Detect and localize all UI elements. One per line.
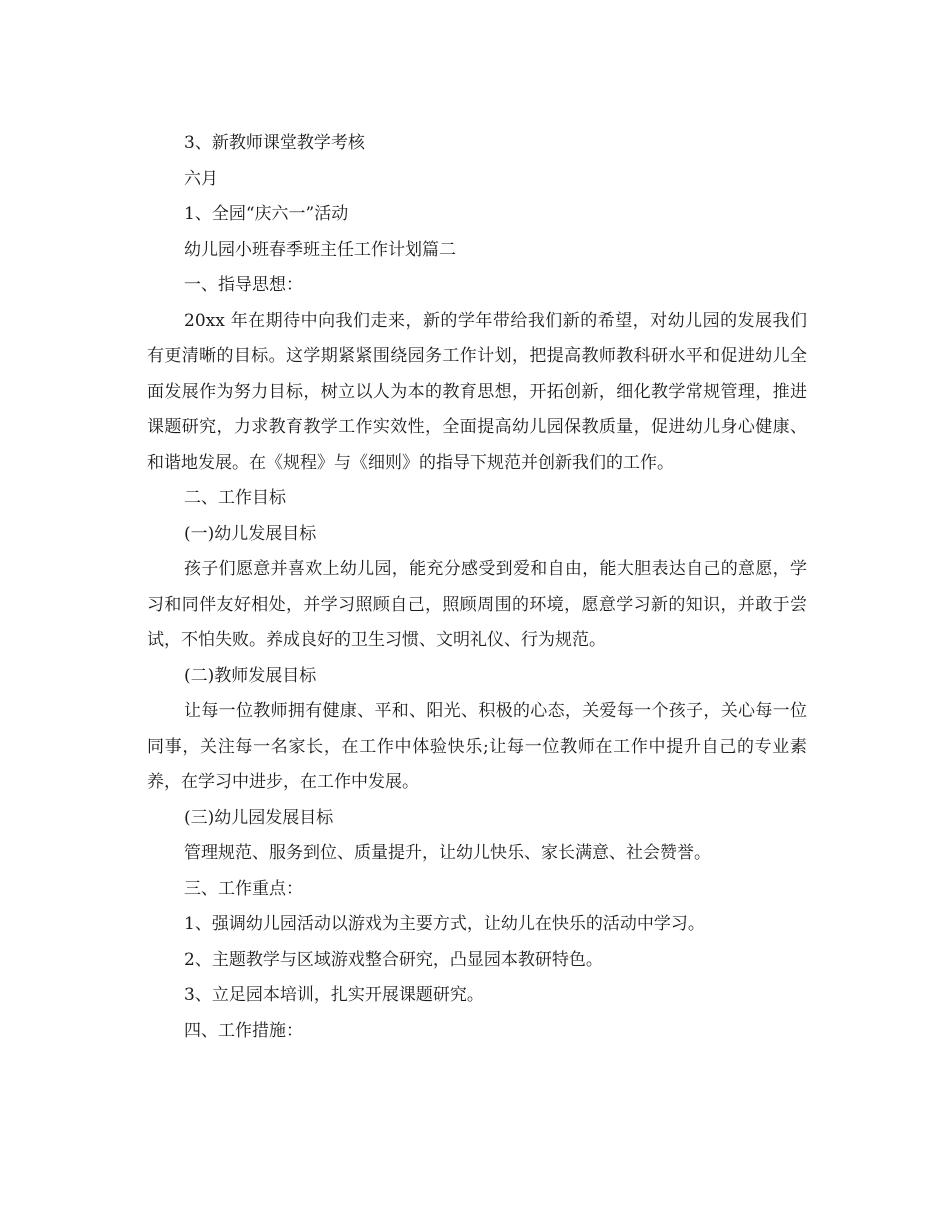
subheading-kindergarten-goals: (三)幼儿园发展目标 xyxy=(184,807,334,828)
document-body xyxy=(147,126,807,1049)
list-item-focus-2: 2、主题教学与区域游戏整合研究，凸显园本教研特色。 xyxy=(184,949,603,970)
subheading-teacher-goals: (二)教师发展目标 xyxy=(184,665,317,686)
heading-work-measures: 四、工作措施： xyxy=(184,1020,303,1041)
list-item-focus-1: 1、强调幼儿园活动以游戏为主要方式，让幼儿在快乐的活动中学习。 xyxy=(184,914,705,934)
section-title: 幼儿园小班春季班主任工作计划篇二 xyxy=(184,239,456,260)
paragraph-child-goals: 孩子们愿意并喜欢上幼儿园，能充分感受到爱和自由，能大胆表达自己的意愿，学习和同伴友好相处，并学习照顾自己，照顾周围的环境，愿意学习新的知识，并敢于尝试，不怕失败。养成良好的卫生习惯、文明礼仪、行为规范。 xyxy=(147,559,807,650)
heading-work-focus: 三、工作重点： xyxy=(184,878,303,899)
list-item-new-teacher-assessment: 3、新教师课堂教学考核 xyxy=(184,133,365,153)
subheading-child-goals: (一)幼儿发展目标 xyxy=(184,523,317,544)
list-item-childrens-day: 1、全园“庆六一”活动 xyxy=(184,204,349,224)
paragraph-teacher-goals: 让每一位教师拥有健康、平和、阳光、积极的心态，关爱每一个孩子，关心每一位同事，关注每一名家长，在工作中体验快乐;让每一位教师在工作中提升自己的专业素养，在学习中进步，在工作中发展。 xyxy=(147,701,807,792)
heading-guiding-thought: 一、指导思想： xyxy=(184,275,303,295)
list-item-focus-3: 3、立足园本培训，扎实开展课题研究。 xyxy=(184,985,484,1005)
paragraph-guiding-thought: 20xx 年在期待中向我们走来，新的学年带给我们新的希望，对幼儿园的发展我们有更清晰的目标。这学期紧紧围绕园务工作计划，把提高教师教科研水平和促进幼儿全面发展作为努力目标，树立以人为本的教育思想，开拓创新，细化教学常规管理，推进课题研究，力求教育教学工作实效性，全面提高幼儿园保教质量，促进幼儿身心健康、和谐地发展。在《规程》与《细则》的指导下规范并创新我们的工作。 xyxy=(147,310,807,473)
month-heading-june: 六月 xyxy=(184,168,218,189)
paragraph-kindergarten-goals: 管理规范、服务到位、质量提升，让幼儿快乐、家长满意、社会赞誉。 xyxy=(184,843,711,863)
heading-work-goals: 二、工作目标 xyxy=(184,488,286,508)
